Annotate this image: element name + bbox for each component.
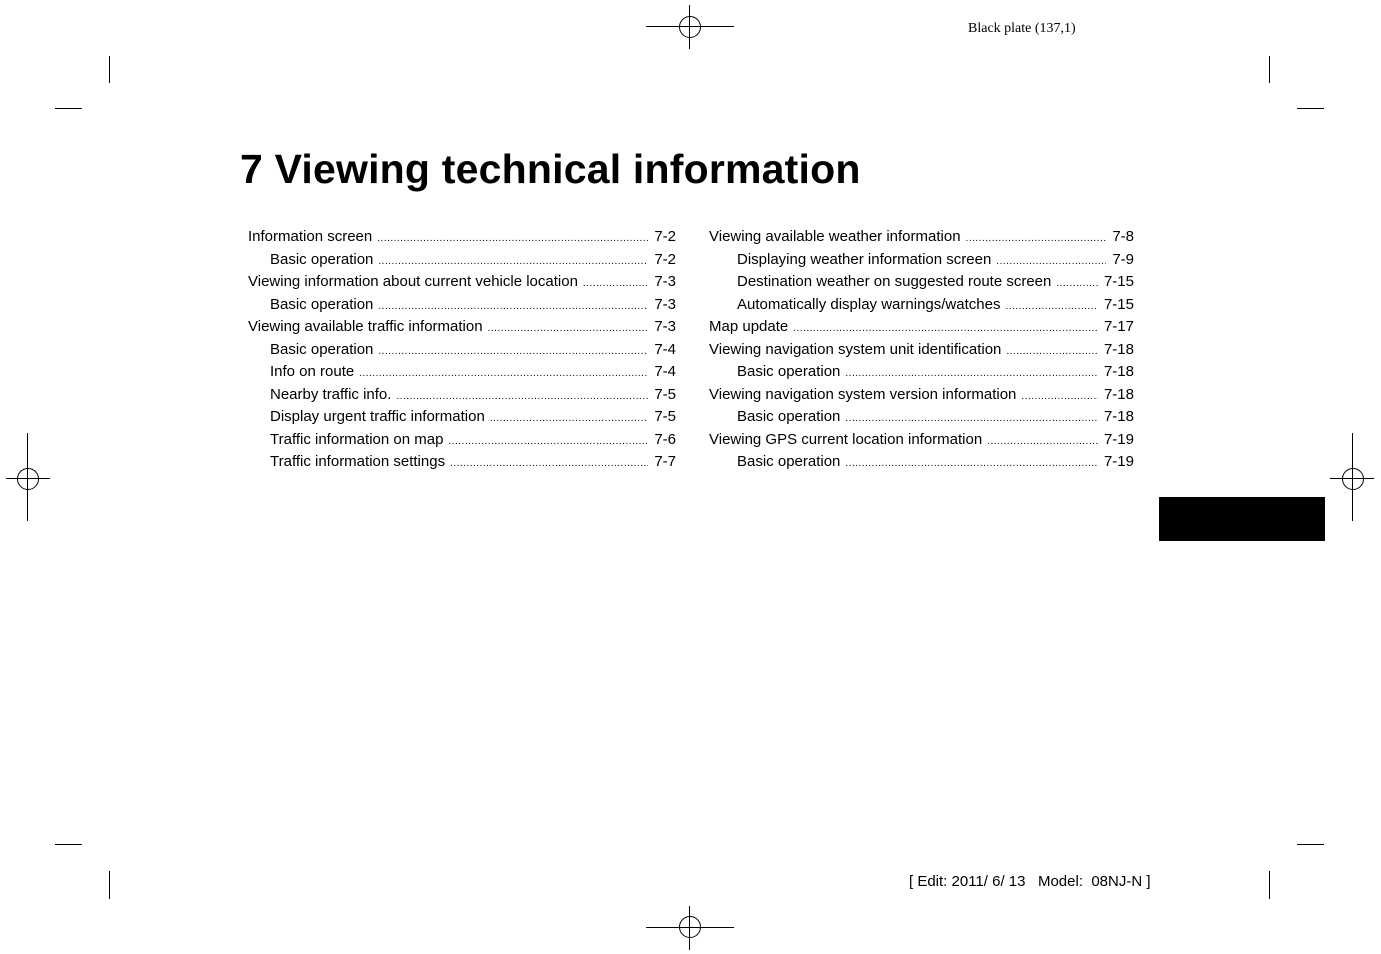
toc-entry bbox=[709, 385, 1134, 408]
toc-entry-page: 7-18 bbox=[1103, 340, 1134, 358]
toc-entry-page: 7-2 bbox=[654, 250, 676, 268]
toc-leader-dots bbox=[583, 274, 648, 294]
edit-info-footer: [ Edit: 2011/ 6/ 13 Model: 08NJ-N ] bbox=[909, 873, 1151, 890]
toc-entry bbox=[248, 272, 676, 295]
toc-entry bbox=[248, 250, 676, 273]
crop-mark bbox=[109, 871, 110, 899]
toc-leader-dots bbox=[845, 409, 1098, 429]
toc-entry-page: 7-17 bbox=[1103, 318, 1134, 335]
toc-left-column bbox=[248, 227, 676, 475]
toc-leader-dots bbox=[490, 409, 648, 429]
toc-entry-page: 7-5 bbox=[654, 408, 676, 425]
toc-entry-page: 7-15 bbox=[1103, 295, 1134, 313]
toc-leader-dots bbox=[845, 364, 1098, 384]
toc-entry bbox=[248, 407, 676, 430]
toc-leader-dots bbox=[1005, 297, 1098, 317]
toc-entry-page: 7-6 bbox=[654, 430, 676, 448]
toc-entry bbox=[248, 362, 676, 385]
crop-mark bbox=[1297, 844, 1324, 845]
toc-entry-title: Viewing navigation system version information bbox=[709, 385, 1017, 403]
toc-entry bbox=[248, 452, 676, 475]
toc-entry bbox=[709, 317, 1134, 340]
toc-entry-title: Basic operation bbox=[737, 453, 841, 470]
toc-leader-dots bbox=[987, 432, 1098, 452]
toc-entry-title: Basic operation bbox=[270, 340, 374, 358]
toc-entry-page: 7-8 bbox=[1112, 228, 1134, 245]
toc-entry-page: 7-2 bbox=[654, 228, 676, 245]
toc-entry-page: 7-15 bbox=[1103, 273, 1134, 290]
toc-entry-page: 7-5 bbox=[654, 385, 676, 403]
toc-entry-page: 7-3 bbox=[654, 318, 676, 335]
crop-mark bbox=[1269, 56, 1270, 83]
toc-entry-page: 7-3 bbox=[654, 273, 676, 290]
chapter-title: 7 Viewing technical information bbox=[240, 146, 861, 192]
toc-entry-page: 7-4 bbox=[654, 363, 676, 380]
toc-entry bbox=[248, 430, 676, 453]
toc-entry bbox=[709, 272, 1134, 295]
toc-entry-page: 7-18 bbox=[1103, 363, 1134, 380]
toc-entry-page: 7-3 bbox=[654, 295, 676, 313]
toc-entry-page: 7-18 bbox=[1103, 385, 1134, 403]
toc-leader-dots bbox=[359, 364, 648, 384]
toc-leader-dots bbox=[378, 342, 648, 362]
toc-entry-page: 7-19 bbox=[1103, 430, 1134, 448]
toc-entry bbox=[709, 227, 1134, 250]
toc-leader-dots bbox=[996, 252, 1106, 272]
toc-entry-title: Basic operation bbox=[737, 408, 841, 425]
crop-mark bbox=[55, 844, 82, 845]
toc-entry bbox=[248, 385, 676, 408]
toc-entry-title: Displaying weather information screen bbox=[737, 250, 992, 268]
toc-entry-title: Automatically display warnings/watches bbox=[737, 295, 1001, 313]
toc-entry-title: Viewing information about current vehicle location bbox=[248, 273, 578, 290]
crop-mark bbox=[55, 108, 82, 109]
toc-leader-dots bbox=[378, 297, 648, 317]
toc-entry bbox=[709, 295, 1134, 318]
toc-leader-dots bbox=[1006, 342, 1098, 362]
toc-leader-dots bbox=[396, 387, 648, 407]
chapter-thumb-tab bbox=[1159, 497, 1325, 541]
toc-entry-title: Basic operation bbox=[270, 295, 374, 313]
crop-mark bbox=[1269, 871, 1270, 899]
toc-entry-page: 7-7 bbox=[654, 453, 676, 470]
toc-entry-title: Basic operation bbox=[270, 250, 374, 268]
toc-entry bbox=[248, 317, 676, 340]
toc-leader-dots bbox=[377, 229, 648, 249]
toc-entry bbox=[709, 250, 1134, 273]
toc-entry-title: Destination weather on suggested route screen bbox=[737, 273, 1052, 290]
toc-entry-title: Traffic information settings bbox=[270, 453, 446, 470]
toc-leader-dots bbox=[1056, 274, 1098, 294]
toc-entry bbox=[709, 452, 1134, 475]
toc-entry-title: Basic operation bbox=[737, 363, 841, 380]
crop-mark bbox=[1297, 108, 1324, 109]
toc-leader-dots bbox=[448, 432, 648, 452]
toc-leader-dots bbox=[966, 229, 1107, 249]
toc-entry-title: Viewing available traffic information bbox=[248, 318, 483, 335]
toc-entry-title: Viewing GPS current location information bbox=[709, 430, 983, 448]
toc-entry-page: 7-9 bbox=[1112, 250, 1134, 268]
toc-entry bbox=[248, 295, 676, 318]
toc-entry-title: Info on route bbox=[270, 363, 355, 380]
toc-entry bbox=[709, 430, 1134, 453]
toc-leader-dots bbox=[450, 454, 648, 474]
toc-entry-title: Map update bbox=[709, 318, 789, 335]
toc-leader-dots bbox=[378, 252, 648, 272]
plate-label: Black plate (137,1) bbox=[968, 21, 1076, 36]
toc-entry bbox=[248, 227, 676, 250]
toc-entry-title: Traffic information on map bbox=[270, 430, 444, 448]
toc-leader-dots bbox=[488, 319, 649, 339]
toc-entry-page: 7-19 bbox=[1103, 453, 1134, 470]
toc-leader-dots bbox=[845, 454, 1098, 474]
toc-entry-title: Nearby traffic info. bbox=[270, 385, 392, 403]
toc-entry-page: 7-18 bbox=[1103, 408, 1134, 425]
toc-entry-title: Information screen bbox=[248, 228, 373, 245]
toc-leader-dots bbox=[793, 319, 1098, 339]
toc-entry-title: Viewing available weather information bbox=[709, 228, 961, 245]
toc-entry-page: 7-4 bbox=[654, 340, 676, 358]
toc-entry-title: Display urgent traffic information bbox=[270, 408, 485, 425]
toc-right-column bbox=[709, 227, 1134, 475]
toc-entry bbox=[709, 340, 1134, 363]
toc-leader-dots bbox=[1021, 387, 1098, 407]
toc-entry bbox=[709, 407, 1134, 430]
crop-mark bbox=[109, 56, 110, 83]
toc-entry bbox=[248, 340, 676, 363]
toc-entry-title: Viewing navigation system unit identification bbox=[709, 340, 1002, 358]
toc-entry bbox=[709, 362, 1134, 385]
